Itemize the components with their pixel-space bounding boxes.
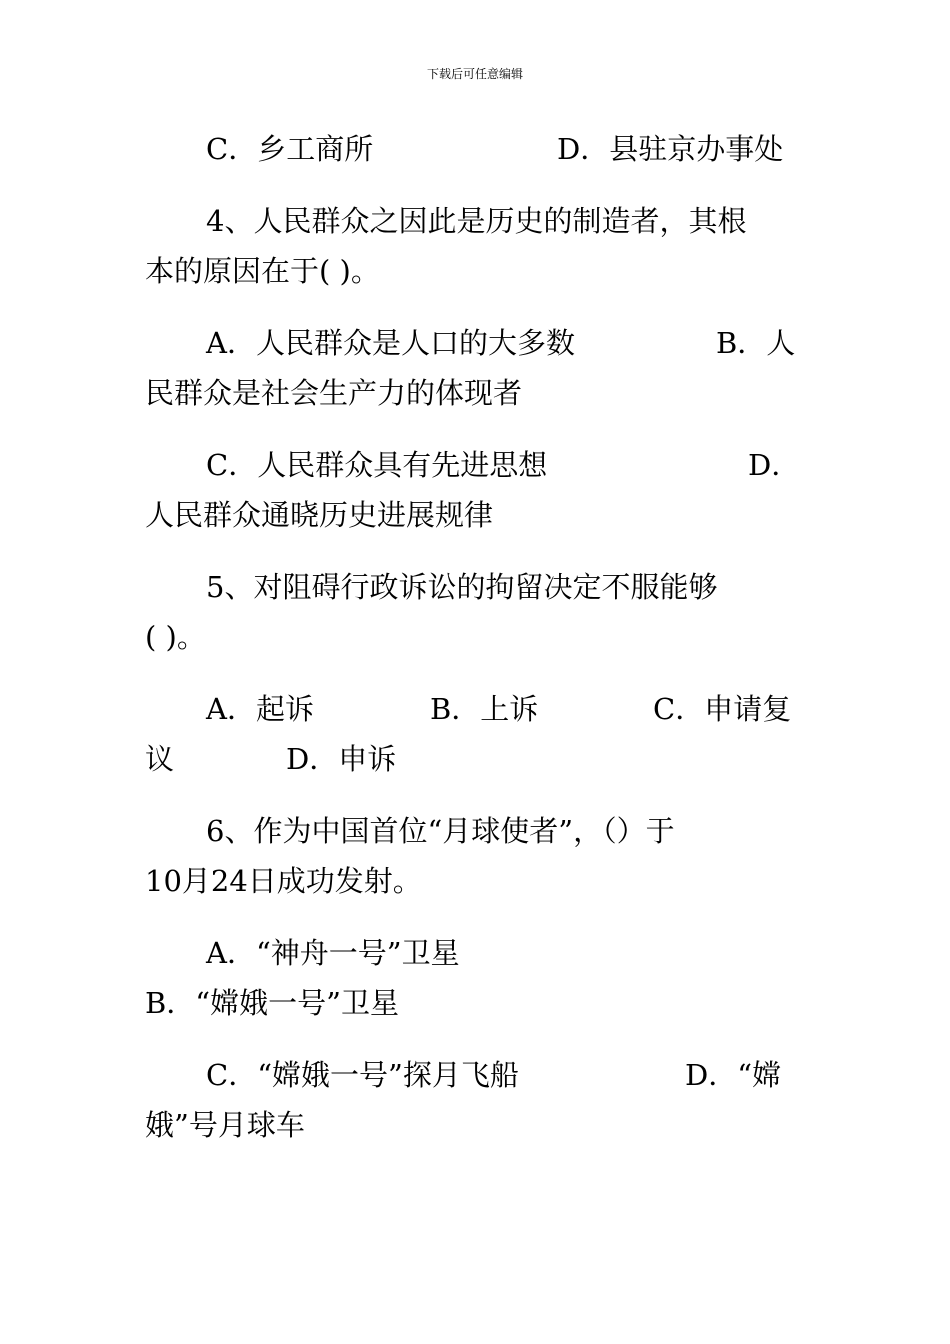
q6-option-d-part2: 娥”号月球车 (145, 1108, 305, 1142)
q4-options-row-3 (0, 445, 950, 485)
q4-option-b-part2: 民群众是社会生产力的体现者 (145, 376, 523, 410)
prev-option-c: C．乡工商所 (206, 132, 374, 166)
prev-option-d: D．县驻京办事处 (557, 132, 784, 166)
q4-options-row-4 (0, 495, 950, 535)
q6-options-row-4 (0, 1105, 950, 1145)
q4-stem-line-2 (0, 251, 950, 291)
q5-stem-line-1 (0, 567, 950, 607)
q4-option-b-part1: B．人 (716, 326, 796, 360)
q4-option-d-part1: D． (748, 448, 801, 482)
q4-stem-text-2: 本的原因在于( )。 (145, 254, 380, 288)
q6-option-a: A．“神舟一号”卫星 (206, 936, 460, 970)
page-header: 下载后可任意编辑 (426, 67, 523, 81)
q6-option-d-part1: D．“嫦 (685, 1058, 782, 1092)
q4-options-row-1 (0, 323, 950, 363)
q6-options-row-2 (0, 983, 950, 1023)
q5-options-row-2 (0, 739, 950, 779)
q5-options-row-1 (0, 689, 950, 729)
q5-stem-text-1: 5、对阻碍行政诉讼的拘留决定不服能够 (206, 570, 718, 604)
q6-options-row-3 (0, 1055, 950, 1095)
q4-options-row-2 (0, 373, 950, 413)
q6-stem-text-2: 10月24日成功发射。 (145, 864, 422, 898)
q5-option-d: D．申诉 (286, 742, 397, 776)
q5-option-a: A．起诉 (206, 692, 314, 726)
q6-stem-text-1: 6、作为中国首位“月球使者”，（）于 (206, 814, 675, 848)
q4-option-d-part2: 人民群众通晓历史进展规律 (145, 498, 494, 532)
q6-stem-line-1 (0, 811, 950, 851)
q6-options-row-1 (0, 933, 950, 973)
q4-option-a: A．人民群众是人口的大多数 (206, 326, 575, 360)
q4-option-c: C．人民群众具有先进思想 (206, 448, 548, 482)
q6-option-c: C．“嫦娥一号”探月飞船 (206, 1058, 519, 1092)
prev-options-row (0, 129, 950, 169)
q4-stem-text-1: 4、人民群众之因此是历史的制造者，其根 (206, 204, 747, 238)
q5-option-b: B．上诉 (430, 692, 539, 726)
q6-option-b: B．“嫦娥一号”卫星 (145, 986, 399, 1020)
q5-option-c-part1: C．申请复 (653, 692, 792, 726)
q4-stem-line-1 (0, 201, 950, 241)
q5-stem-line-2 (0, 617, 950, 657)
q6-stem-line-2 (0, 861, 950, 901)
q5-option-c-part2: 议 (145, 742, 175, 776)
q5-stem-text-2: ( )。 (145, 620, 206, 654)
